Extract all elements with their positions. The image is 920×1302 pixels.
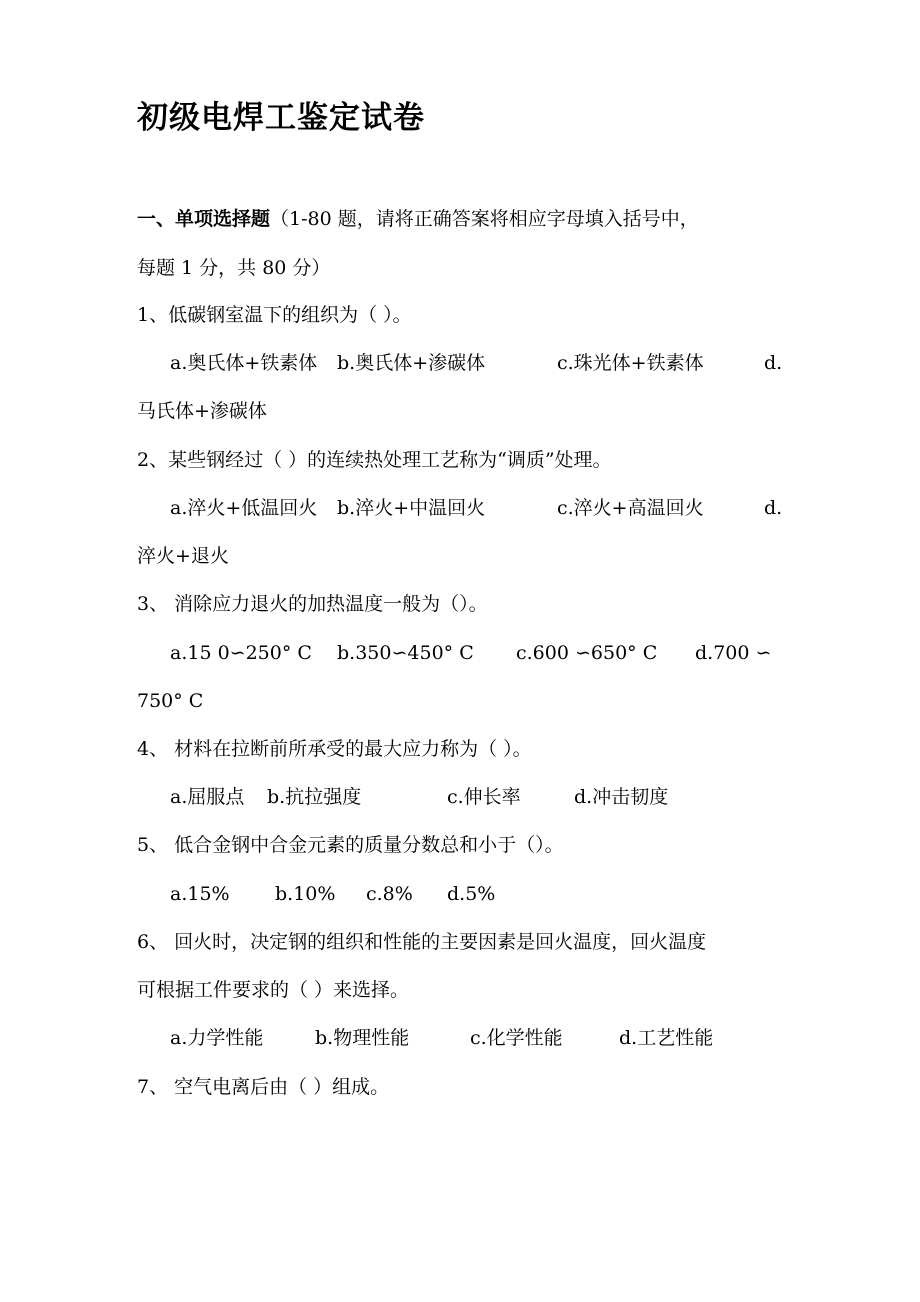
question-4-option-b: b.抗拉强度 <box>267 786 362 808</box>
question-4-option-d: d.冲击韧度 <box>574 786 669 808</box>
question-3-option-a: a.15 0∽250° C <box>170 642 312 664</box>
question-5-option-b: b.10% <box>275 883 336 905</box>
question-2-option-d: d. <box>764 497 783 519</box>
question-3-continuation: 750° C <box>137 690 204 712</box>
question-6-stem: 6、 回火时，决定钢的组织和性能的主要因素是回火温度，回火温度 <box>137 931 707 953</box>
section-instruction: （1-80 题，请将正确答案将相应字母填入括号中， <box>270 208 699 230</box>
question-3-option-c: c.600 ∽650° C <box>516 642 658 664</box>
question-2-stem: 2、某些钢经过（ ）的连续热处理工艺称为“调质”处理。 <box>137 449 612 471</box>
section-instruction-line2: 每题 1 分，共 80 分） <box>137 257 331 279</box>
question-3-stem: 3、 消除应力退火的加热温度一般为（）。 <box>137 593 488 615</box>
question-3-option-d: d.700 ∽ <box>695 642 772 664</box>
question-6-option-b: b.物理性能 <box>315 1027 410 1049</box>
question-1-option-c: c.珠光体+铁素体 <box>557 352 704 374</box>
question-4-option-c: c.伸长率 <box>447 786 521 808</box>
question-3-option-b: b.350∽450° C <box>337 642 474 664</box>
question-1-continuation: 马氏体+渗碳体 <box>137 400 267 422</box>
question-2-continuation: 淬火+退火 <box>137 545 229 567</box>
question-6-option-c: c.化学性能 <box>470 1027 563 1049</box>
question-2-option-a: a.淬火+低温回火 <box>170 497 318 519</box>
section-instruction-line1 <box>137 206 699 232</box>
question-7-stem: 7、 空气电离后由（ ）组成。 <box>137 1076 390 1098</box>
question-4-option-a: a.屈服点 <box>170 786 245 808</box>
question-2-option-c: c.淬火+高温回火 <box>557 497 704 519</box>
question-5-option-d: d.5% <box>447 883 496 905</box>
question-1-option-b: b.奥氏体+渗碳体 <box>337 352 486 374</box>
page-title: 初级电焊工鉴定试卷 <box>137 100 425 136</box>
question-1-option-a: a.奥氏体+铁素体 <box>170 352 318 374</box>
question-1-option-d: d. <box>764 352 783 374</box>
question-6-option-d: d.工艺性能 <box>619 1027 714 1049</box>
section-heading: 一、单项选择题 <box>137 208 271 230</box>
question-5-stem: 5、 低合金钢中合金元素的质量分数总和小于（）。 <box>137 834 564 856</box>
question-2-option-b: b.淬火+中温回火 <box>337 497 486 519</box>
question-6-stem-line2: 可根据工件要求的（ ）来选择。 <box>137 979 410 1001</box>
question-4-stem: 4、 材料在拉断前所承受的最大应力称为（ ）。 <box>137 738 532 760</box>
question-6-option-a: a.力学性能 <box>170 1027 264 1049</box>
question-5-option-c: c.8% <box>366 883 413 905</box>
question-5-option-a: a.15% <box>170 883 230 905</box>
question-1-stem: 1、低碳钢室温下的组织为（ ）。 <box>137 304 412 326</box>
